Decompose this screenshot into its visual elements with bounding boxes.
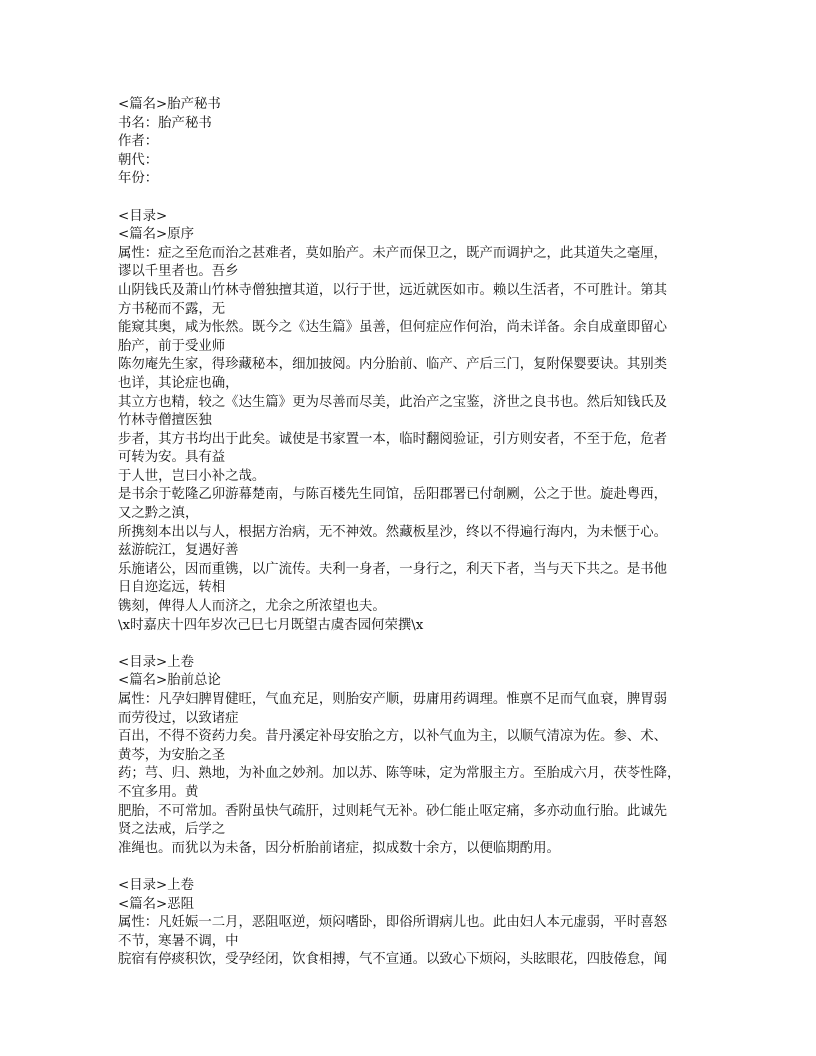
section (118, 208, 718, 654)
body-text-line: 脘宿有停痰积饮，受孕经闭，饮食相搏，气不宣通。以致心下烦闷，头眩眼花，四肢倦怠，闻 (118, 952, 668, 968)
book-name: 书名：胎产秘书 (118, 115, 212, 131)
body-text-line: 属性：凡妊娠一二月，恶阻呕逆，烦闷嗜卧，即俗所谓病儿也。此由妇人本元虚弱，平时喜怒 (118, 915, 668, 931)
author: 作者： (118, 134, 159, 150)
body-text-line: 百出，不得不资药力矣。昔丹溪定补母安胎之方，以补气血为主，以顺气清凉为佐。参、术、 (118, 729, 668, 745)
body-text-line: 肥胎，不可常加。香附虽快气疏肝，过则耗气无补。砂仁能止呕定痛，多亦动血行胎。此诚先 (118, 803, 668, 819)
body-text-line: \x时嘉庆十四年岁次己巳七月既望古虞杏园何荣撰\x (118, 617, 424, 633)
body-text-line: 步者，其方书均出于此矣。诚使是书家置一本，临时翻阅验证，引方则安者，不至于危，危者 (118, 431, 668, 447)
document-page (118, 96, 718, 970)
body-text-line: 镌刻，俾得人人而济之，尤余之所浓望也夫。 (118, 599, 386, 615)
body-text-line: 又之黔之滇， (118, 506, 199, 522)
body-text-line: 也详，其论症也确， (118, 375, 239, 391)
body-text-line: 方书秘而不露，无 (118, 301, 226, 317)
body-text-line: 属性：症之至危而治之甚难者，莫如胎产。未产而保卫之，既产而调护之，此其道失之毫厘， (118, 245, 668, 261)
catalog-heading: <目录>上卷 (118, 877, 195, 893)
body-text-line: 能窥其奥，咸为怅然。既今之《达生篇》虽善，但何症应作何治，尚未详备。余自成童即留心 (118, 320, 668, 336)
title-tag: <篇名>胎产秘书 (118, 97, 221, 112)
body-text-line: 其立方也精，较之《达生篇》更为尽善而尽美，此治产之宝鉴，济世之良书也。然后知钱氏及 (118, 394, 668, 410)
dynasty: 朝代： (118, 152, 159, 168)
body-text-line: 竹林寺僧擅医独 (118, 413, 212, 429)
body-text-line: 日自迩迄远，转相 (118, 580, 226, 596)
body-text-line: 而劳役过，以致诸症 (118, 710, 239, 726)
body-text-line: 谬以千里者也。吾乡 (118, 264, 239, 280)
body-text-line: 山阴钱氏及萧山竹林寺僧独擅其道，以行于世，远近就医如市。赖以生活者，不可胜计。第其 (118, 282, 668, 298)
body-text-line: 兹游皖江，复遇好善 (118, 543, 239, 559)
chapter-heading: <篇名>恶阻 (118, 896, 195, 912)
body-text-line: 贤之法戒，后学之 (118, 822, 226, 838)
catalog-heading: <目录> (118, 208, 168, 224)
body-text-line: 是书余于乾隆乙卯游幕楚南，与陈百楼先生同馆，岳阳郡署已付剞劂，公之于世。旋赴粤西， (118, 487, 668, 503)
body-text-line: 药；芎、归、熟地，为补血之妙剂。加以苏、陈等味，定为常服主方。至胎成六月，茯苓性降， (118, 766, 681, 782)
chapter-heading: <篇名>胎前总论 (118, 673, 221, 689)
spacer (118, 635, 718, 654)
body-text-line: 陈勿庵先生家，得珍藏秘本，细加披阅。内分胎前、临产、产后三门，复附保婴要诀。其别类 (118, 357, 668, 373)
catalog-heading: <目录>上卷 (118, 654, 195, 670)
body-text-line: 不节，寒暑不调，中 (118, 933, 239, 949)
section (118, 877, 718, 970)
body-text-line: 乐施诸公，因而重镌，以广流传。夫利一身者，一身行之，利天下者，当与天下共之。是书他 (118, 561, 668, 577)
sections-container (118, 208, 718, 970)
spacer (118, 189, 718, 208)
body-text-line: 不宜多用。黄 (118, 784, 199, 800)
body-text-line: 可转为安。具有益 (118, 450, 226, 466)
section (118, 654, 718, 877)
body-text-line: 所携刻本出以与人，根据方治病，无不神效。然藏板星沙，终以不得遍行海内，为未惬于心。 (118, 524, 668, 540)
spacer (118, 858, 718, 877)
body-text-line: 黄芩，为安胎之圣 (118, 747, 226, 763)
body-text-line: 于人世，岂曰小补之哉。 (118, 468, 266, 484)
body-text-line: 属性：凡孕妇脾胃健旺，气血充足，则胎安产顺，毋庸用药调理。惟禀不足而气血衰，脾胃弱 (118, 692, 668, 707)
body-text-line: 胎产，前于受业师 (118, 338, 226, 354)
body-text-line: 准绳也。而犹以为未备，因分析胎前诸症，拟成数十余方，以便临期酌用。 (118, 840, 560, 856)
chapter-heading: <篇名>原序 (118, 227, 195, 243)
year: 年份： (118, 171, 159, 187)
